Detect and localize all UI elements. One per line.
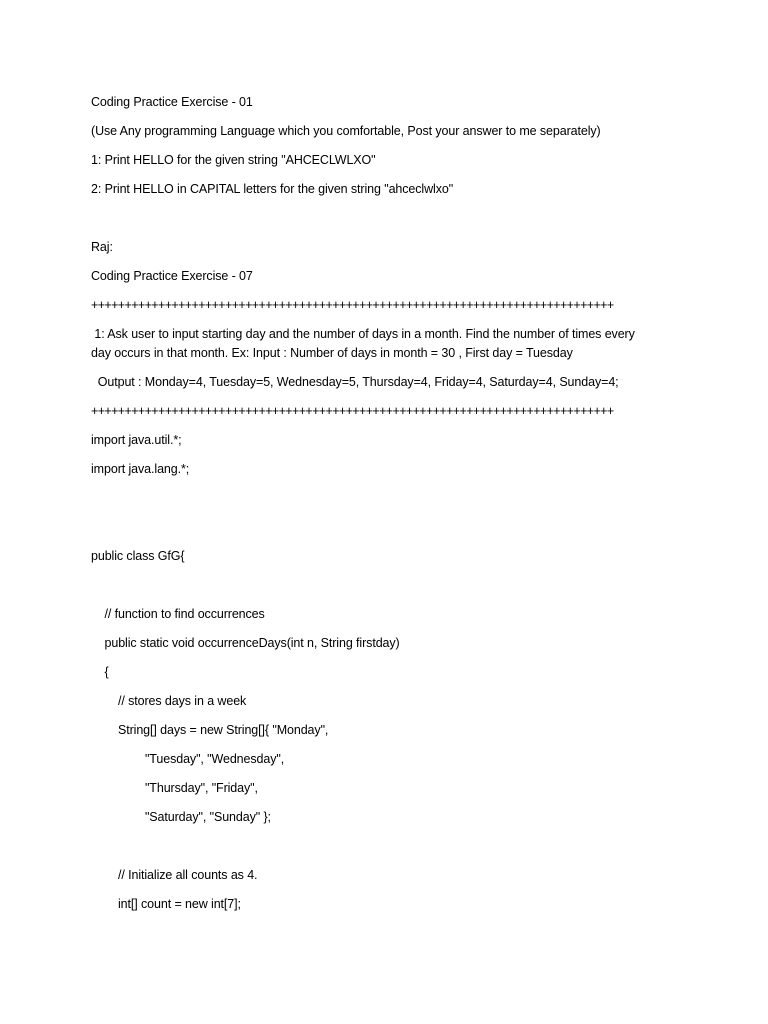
code-method-signature: public static void occurrenceDays(int n, String firstday) <box>91 636 400 650</box>
exercise-07-task-line-1: 1: Ask user to input starting day and the number of days in a month. Find the number of times every <box>91 327 635 341</box>
exercise-01-instructions: (Use Any programming Language which you comfortable, Post your answer to me separately) <box>91 124 601 138</box>
exercise-01-title: Coding Practice Exercise - 01 <box>91 95 253 109</box>
code-days-array-line-4: "Saturday", "Sunday" }; <box>91 810 271 824</box>
code-comment-initialize: // Initialize all counts as 4. <box>91 868 258 882</box>
author-label: Raj: <box>91 240 113 254</box>
exercise-07-title: Coding Practice Exercise - 07 <box>91 269 253 283</box>
code-days-array-line-1: String[] days = new String[]{ "Monday", <box>91 723 329 737</box>
code-import-lang: import java.lang.*; <box>91 462 190 476</box>
code-count-array: int[] count = new int[7]; <box>91 897 241 911</box>
exercise-07-output: Output : Monday=4, Tuesday=5, Wednesday=5, Thursday=4, Friday=4, Saturday=4, Sunday=4; <box>91 375 619 389</box>
exercise-07-task-line-2: day occurs in that month. Ex: Input : Number of days in month = 30 , First day = Tuesday <box>91 346 573 360</box>
separator-rule: ++++++++++++++++++++++++++++++++++++++++++++++++++++++++++++++++++++++++++++++ <box>91 404 614 418</box>
separator-rule: ++++++++++++++++++++++++++++++++++++++++++++++++++++++++++++++++++++++++++++++ <box>91 298 614 312</box>
exercise-01-task-1: 1: Print HELLO for the given string "AHCECLWLXO" <box>91 153 376 167</box>
code-days-array-line-2: "Tuesday", "Wednesday", <box>91 752 285 766</box>
code-class-declaration: public class GfG{ <box>91 549 185 563</box>
code-days-array-line-3: "Thursday", "Friday", <box>91 781 258 795</box>
code-open-brace: { <box>91 665 109 679</box>
code-import-util: import java.util.*; <box>91 433 182 447</box>
code-comment-days: // stores days in a week <box>91 694 247 708</box>
code-comment-function: // function to find occurrences <box>91 607 265 621</box>
exercise-01-task-2: 2: Print HELLO in CAPITAL letters for the given string "ahceclwlxo" <box>91 182 454 196</box>
